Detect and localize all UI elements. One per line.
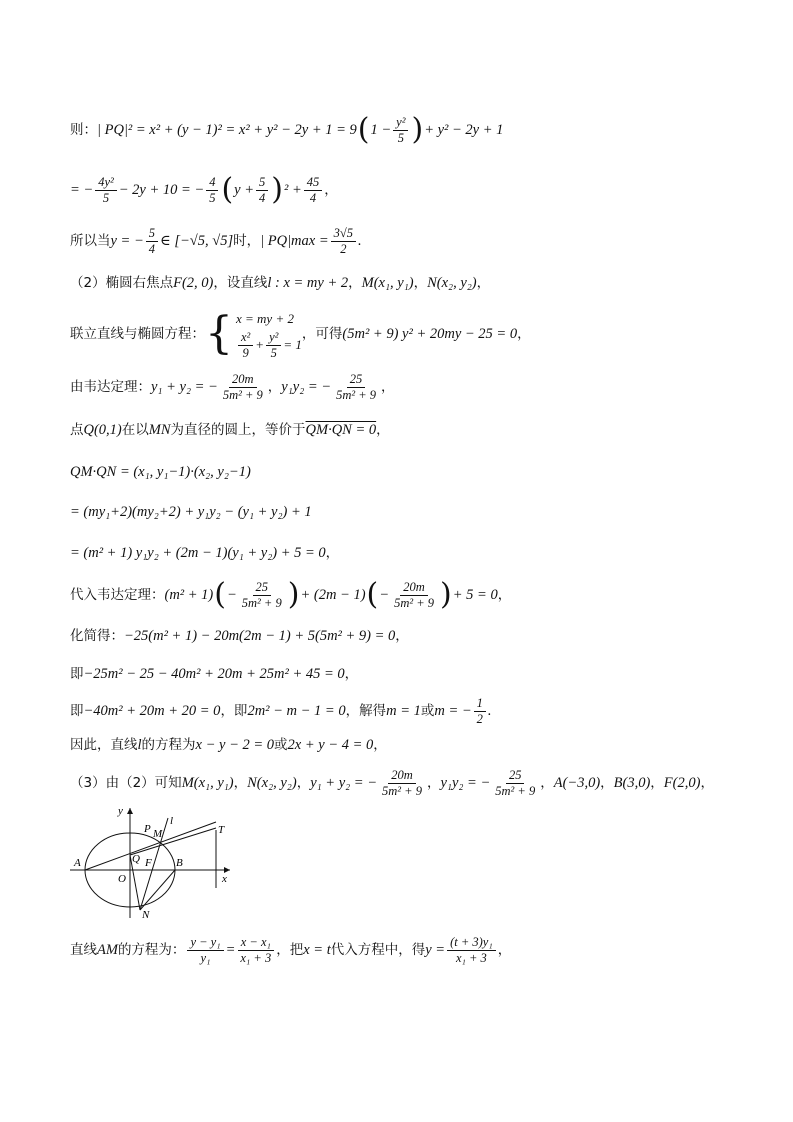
denominator: 4	[148, 241, 156, 256]
math-expr: N(x₂, y₂)	[247, 775, 297, 791]
denominator: 5m² + 9	[222, 387, 263, 402]
solution-line-4	[70, 273, 753, 293]
solution-line-12	[70, 626, 753, 646]
label-N: N	[142, 909, 150, 921]
denominator: 2	[476, 711, 483, 726]
numerator: x − x₁	[238, 935, 274, 951]
text: 则：	[70, 122, 97, 138]
text: ，	[324, 182, 338, 198]
text: ，	[344, 666, 359, 682]
numerator: 25	[506, 768, 525, 784]
math-expr: AM	[97, 942, 118, 958]
solution-line-17	[70, 932, 753, 968]
math-expr: 2m² − m − 1 = 0	[247, 703, 346, 719]
math-expr: .	[358, 233, 362, 249]
text: ，	[267, 379, 282, 395]
math-expr: y = −	[110, 233, 144, 249]
text: ，	[395, 628, 409, 644]
text: ，	[325, 545, 340, 561]
text: 因此，直线	[70, 737, 138, 753]
text: 的方程为	[141, 737, 196, 753]
text: 即	[70, 703, 84, 719]
numerator: 25	[347, 372, 366, 388]
numerator: 5	[256, 175, 268, 191]
numerator: 1	[474, 696, 486, 712]
math-expr: = −	[70, 182, 94, 198]
solution-line-1	[70, 112, 753, 147]
numerator: y²	[266, 330, 281, 346]
text: 联立直线与椭圆方程：	[70, 326, 205, 342]
math-expr: QM·QN = (x₁, y₁−1)·(x₂, y₂−1)	[70, 464, 251, 480]
minus-sign: −	[379, 587, 390, 603]
fraction	[304, 175, 323, 206]
label-A: A	[74, 857, 81, 869]
text: ，	[497, 587, 512, 603]
fraction	[95, 175, 117, 206]
text: 或	[420, 703, 435, 719]
text: 即	[70, 666, 84, 682]
text: ，	[413, 275, 428, 291]
math-expr: | PQ|² = x² + (y − 1)² = x² + y² − 2y + 1 = 9	[97, 122, 357, 138]
solution-line-13	[70, 664, 753, 684]
math-expr: 1 −	[370, 122, 392, 138]
minus-sign: −	[226, 587, 237, 603]
fraction	[333, 372, 379, 403]
math-expr: =	[225, 942, 236, 958]
line-NB	[140, 870, 175, 910]
equation-system	[236, 308, 302, 361]
text: ，	[700, 775, 714, 791]
label-O: O	[118, 873, 126, 885]
paren-open: (	[357, 112, 370, 147]
label-Q: Q	[132, 853, 140, 865]
fraction	[146, 226, 158, 257]
paren-close: )	[271, 172, 283, 207]
text: 直线	[70, 942, 97, 958]
math-expr: N(x₂, y₂)	[427, 275, 477, 291]
solution-line-9	[70, 502, 753, 522]
math-expr: x − y − 2 = 0	[195, 737, 275, 753]
fraction	[206, 175, 218, 206]
math-expr: y₁ + y₂ = −	[151, 379, 218, 395]
fraction	[474, 696, 486, 727]
text: 为直径的圆上，等价于	[170, 422, 306, 438]
math-expr: +	[255, 337, 265, 352]
denominator: 5m² + 9	[336, 387, 377, 402]
math-expr: y₁y₂ = −	[440, 775, 491, 791]
fraction	[266, 330, 281, 361]
text: ，	[476, 275, 491, 291]
fraction	[492, 768, 538, 799]
paren-open: (	[366, 577, 379, 612]
numerator: 3√5	[331, 226, 356, 242]
math-expr: −25m² − 25 − 40m² + 20m + 25m² + 45 = 0	[83, 666, 345, 682]
paren-open: (	[214, 577, 226, 612]
system-row-2	[236, 330, 302, 361]
text: 由韦达定理：	[70, 379, 151, 395]
label-F: F	[145, 857, 152, 869]
numerator: 20m	[229, 372, 257, 388]
denominator: 5m² + 9	[394, 595, 435, 610]
fraction	[220, 372, 266, 403]
solution-line-2	[70, 172, 753, 208]
math-expr: m = 1	[386, 703, 421, 719]
math-expr: F(2, 0)	[173, 275, 214, 291]
math-expr: ∈ [−√5, √5]	[160, 233, 234, 249]
text: ，	[497, 942, 512, 958]
label-P: P	[144, 823, 151, 835]
denominator: 4	[259, 190, 266, 205]
text: ，解得	[345, 703, 387, 719]
text: 点	[70, 422, 84, 438]
math-expr: l	[137, 737, 142, 753]
text: ，可得	[301, 326, 343, 342]
text: （3）由（2）可知	[70, 775, 182, 791]
denominator: 2	[340, 241, 347, 256]
label-x: x	[222, 873, 227, 885]
fraction	[256, 175, 268, 206]
math-expr: + y² − 2y + 1	[424, 122, 504, 138]
math-expr: −40m² + 20m + 20 = 0	[83, 703, 221, 719]
numerator: 20m	[400, 580, 428, 596]
math-expr: = 1	[283, 337, 302, 352]
text: ，	[426, 775, 441, 791]
label-l: l	[170, 815, 174, 827]
solution-line-16	[70, 765, 753, 801]
numerator: 5	[146, 226, 158, 242]
solution-line-14	[70, 694, 753, 728]
solution-line-8	[70, 462, 753, 482]
denominator: 9	[242, 345, 249, 360]
y-arrow	[127, 808, 133, 814]
denominator: 4	[309, 190, 317, 205]
label-y: y	[118, 805, 123, 817]
numerator: 4	[206, 175, 218, 191]
math-expr: B(3,0)	[613, 775, 651, 791]
denominator: 5m² + 9	[241, 595, 282, 610]
paren-close: )	[287, 577, 300, 612]
fraction	[238, 330, 253, 361]
text: ，	[233, 775, 248, 791]
denominator: 5	[209, 190, 216, 205]
denominator: x₁ + 3	[455, 950, 487, 965]
math-expr: 2x + y − 4 = 0	[287, 737, 374, 753]
math-expr: | PQ|max =	[260, 233, 329, 249]
text: ，	[376, 422, 390, 438]
brace: {	[205, 308, 233, 359]
math-expr: y +	[234, 182, 255, 198]
text: 或	[274, 737, 288, 753]
solution-line-3	[70, 224, 753, 258]
fraction	[391, 580, 437, 611]
text: ，	[540, 775, 554, 791]
label-M: M	[153, 828, 163, 840]
text: ，	[381, 379, 395, 395]
numerator: 20m	[388, 768, 416, 784]
text: ，	[600, 775, 614, 791]
denominator: 5	[270, 345, 277, 360]
text: ，把	[276, 942, 304, 958]
math-expr: M(x₁, y₁)	[361, 275, 414, 291]
math-expr: ² +	[284, 182, 302, 198]
paren-open: (	[221, 172, 234, 207]
fraction	[379, 768, 425, 799]
fraction	[393, 115, 408, 146]
numerator: 25	[253, 580, 272, 596]
fraction	[187, 935, 223, 966]
math-expr: = (m² + 1) y₁y₂ + (2m − 1)(y₁ + y₂) + 5 = 0	[70, 545, 326, 561]
numerator: y²	[393, 115, 408, 131]
text: 时，	[233, 233, 261, 249]
text: ，	[296, 775, 311, 791]
fraction	[237, 935, 274, 966]
math-expr: Q(0,1)	[83, 422, 122, 438]
solution-line-10	[70, 543, 753, 563]
text: ，设直线	[213, 275, 268, 291]
numerator: 45	[304, 175, 323, 191]
denominator: x₁ + 3	[240, 950, 272, 965]
math-expr: (5m² + 9) y² + 20my − 25 = 0	[342, 326, 518, 342]
math-expr: + 5 = 0	[452, 587, 498, 603]
text: ，	[373, 737, 387, 753]
label-T: T	[218, 824, 225, 836]
label-B: B	[176, 857, 183, 869]
math-expr: −25(m² + 1) − 20m(2m − 1) + 5(5m² + 9) = 0	[124, 628, 396, 644]
math-expr: − 2y + 10 = −	[118, 182, 205, 198]
system-row-1	[236, 308, 302, 330]
text: 所以当	[70, 233, 111, 249]
numerator: x²	[238, 330, 253, 346]
math-expr: x = t	[303, 942, 331, 958]
math-expr: .	[487, 703, 492, 719]
math-expr: l : x = my + 2	[267, 275, 349, 291]
paren-close: )	[411, 112, 424, 147]
text: 的方程为：	[117, 942, 186, 958]
text: （2）椭圆右焦点	[70, 275, 174, 291]
solution-line-6	[70, 370, 753, 404]
math-expr: MN	[148, 422, 171, 438]
math-expr: QM·QN = 0	[305, 422, 377, 438]
solution-line-7	[70, 420, 753, 440]
math-expr: y =	[425, 942, 446, 958]
math-expr: M(x₁, y₁)	[181, 775, 234, 791]
text: ，即	[220, 703, 248, 719]
math-expr: = (my₁+2)(my₂+2) + y₁y₂ − (y₁ + y₂) + 1	[70, 504, 312, 520]
paren-close: )	[440, 577, 452, 612]
math-expr: y₁ + y₂ = −	[310, 775, 377, 791]
text: 化简得：	[70, 628, 124, 644]
denominator: y₁	[200, 950, 211, 965]
solution-line-5	[70, 306, 753, 362]
fraction	[331, 226, 356, 257]
text: ，	[348, 275, 362, 291]
denominator: 5m² + 9	[382, 783, 422, 798]
text: 在以	[121, 422, 149, 438]
fraction	[239, 580, 285, 611]
denominator: 5m² + 9	[495, 783, 536, 798]
math-expr: F(2,0)	[663, 775, 701, 791]
math-expr: A(−3,0)	[553, 775, 601, 791]
solution-line-11	[70, 577, 753, 613]
numerator: (t + 3)y₁	[447, 935, 496, 951]
math-expr: m = −	[434, 703, 472, 719]
solution-line-15	[70, 735, 753, 755]
math-expr: + (2m − 1)	[300, 587, 366, 603]
denominator: 5	[102, 190, 110, 205]
math-expr: x = my + 2	[236, 310, 294, 326]
numerator: 4y²	[95, 175, 117, 191]
text: ，	[650, 775, 664, 791]
line-QT	[130, 828, 216, 855]
text: 代入方程中，得	[330, 942, 426, 958]
text: ，	[517, 326, 531, 342]
math-expr: (m² + 1)	[164, 587, 214, 603]
fraction	[447, 935, 496, 966]
math-expr: y₁y₂ = −	[281, 379, 332, 395]
ellipse-diagram	[70, 800, 240, 922]
text: 代入韦达定理：	[70, 587, 165, 603]
denominator: 5	[397, 130, 404, 145]
numerator: y − y₁	[187, 935, 223, 951]
